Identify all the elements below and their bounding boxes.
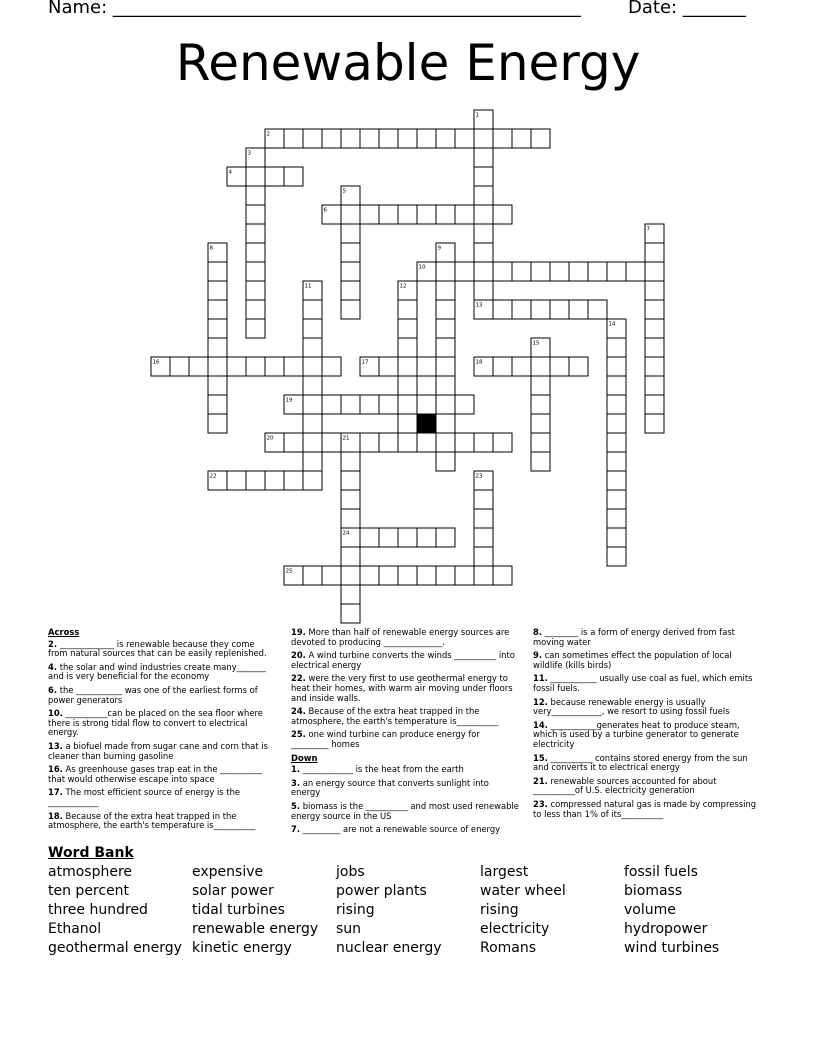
clue-across-19: 19. More than half of renewable energy sources are devoted to producing ______________. bbox=[291, 627, 510, 647]
word-bank-word: Ethanol bbox=[48, 921, 102, 937]
page-title: Renewable Energy bbox=[175, 34, 641, 92]
grid-cell[interactable] bbox=[455, 129, 474, 148]
grid-cell[interactable] bbox=[227, 357, 246, 376]
grid-cell[interactable] bbox=[379, 205, 398, 224]
grid-cell[interactable] bbox=[398, 433, 417, 452]
grid-cell[interactable] bbox=[607, 357, 626, 376]
grid-cell[interactable] bbox=[474, 167, 493, 186]
grid-cell[interactable] bbox=[474, 433, 493, 452]
grid-cell[interactable] bbox=[569, 300, 588, 319]
grid-cell[interactable] bbox=[208, 319, 227, 338]
grid-cell[interactable] bbox=[341, 547, 360, 566]
grid-cell[interactable] bbox=[607, 452, 626, 471]
grid-cell[interactable] bbox=[436, 566, 455, 585]
word-bank-word: Romans bbox=[480, 940, 537, 956]
grid-cell[interactable] bbox=[607, 528, 626, 547]
grid-cell[interactable] bbox=[303, 319, 322, 338]
clue-number: 18 bbox=[475, 359, 483, 366]
grid-cell[interactable] bbox=[588, 262, 607, 281]
clue-number: 24 bbox=[342, 530, 350, 537]
grid-cell[interactable] bbox=[512, 262, 531, 281]
grid-cell[interactable] bbox=[322, 395, 341, 414]
grid-cell[interactable] bbox=[493, 129, 512, 148]
grid-cell[interactable] bbox=[341, 205, 360, 224]
grid-cell[interactable] bbox=[246, 167, 265, 186]
clue-down-21: 21. renewable sources accounted for about __________of U.S. electricity generation bbox=[533, 775, 717, 796]
grid-cell[interactable] bbox=[531, 262, 550, 281]
word-bank-column-1 bbox=[48, 863, 182, 958]
word-bank-column-3 bbox=[336, 863, 442, 958]
grid-cell[interactable] bbox=[341, 300, 360, 319]
grid-cell[interactable] bbox=[645, 338, 664, 357]
black-square bbox=[417, 414, 436, 433]
clue-number: 10 bbox=[418, 264, 426, 271]
grid-cell[interactable] bbox=[341, 509, 360, 528]
clue-number: 19 bbox=[285, 397, 293, 404]
grid-cell[interactable] bbox=[208, 281, 227, 300]
grid-cell[interactable] bbox=[474, 148, 493, 167]
grid-cell[interactable] bbox=[607, 433, 626, 452]
clue-across-13: 13. a biofuel made from sugar cane and corn that is cleaner than burning gasoline bbox=[48, 740, 268, 761]
grid-cell[interactable] bbox=[588, 300, 607, 319]
grid-cell[interactable] bbox=[474, 490, 493, 509]
word-bank-word: rising bbox=[480, 902, 519, 918]
word-bank-word: fossil fuels bbox=[624, 864, 698, 880]
grid-cell[interactable] bbox=[512, 300, 531, 319]
grid-cell[interactable] bbox=[208, 376, 227, 395]
word-bank-word: jobs bbox=[336, 864, 365, 880]
grid-cell[interactable] bbox=[227, 471, 246, 490]
grid-cell[interactable] bbox=[474, 205, 493, 224]
grid-cell[interactable] bbox=[436, 452, 455, 471]
name-field[interactable]: Name: ____________________________________________________ bbox=[48, 0, 581, 18]
grid-cell[interactable] bbox=[455, 433, 474, 452]
clue-number: 22 bbox=[209, 473, 217, 480]
clue-across-18: 18. Because of the extra heat trapped in the atmosphere, the earth's temperature is__________ bbox=[48, 810, 256, 831]
grid-cell[interactable] bbox=[246, 205, 265, 224]
grid-cell[interactable] bbox=[303, 300, 322, 319]
grid-cell[interactable] bbox=[398, 338, 417, 357]
grid-cell[interactable] bbox=[303, 129, 322, 148]
grid-cell[interactable] bbox=[645, 281, 664, 300]
word-bank-word: solar power bbox=[192, 883, 274, 899]
grid-cell[interactable] bbox=[436, 262, 455, 281]
grid-cell[interactable] bbox=[208, 414, 227, 433]
grid-cell[interactable] bbox=[436, 319, 455, 338]
clue-number: 4 bbox=[228, 169, 232, 176]
word-bank-word: atmosphere bbox=[48, 864, 132, 880]
grid-cell[interactable] bbox=[398, 376, 417, 395]
clue-down-7: 7. _________ are not a renewable source of energy bbox=[291, 824, 501, 835]
grid-cell[interactable] bbox=[436, 395, 455, 414]
grid-cell[interactable] bbox=[493, 566, 512, 585]
grid-cell[interactable] bbox=[246, 262, 265, 281]
grid-cell[interactable] bbox=[474, 281, 493, 300]
grid-cell[interactable] bbox=[398, 205, 417, 224]
grid-cell[interactable] bbox=[398, 566, 417, 585]
grid-cell[interactable] bbox=[303, 452, 322, 471]
grid-cell[interactable] bbox=[379, 566, 398, 585]
grid-cell[interactable] bbox=[398, 319, 417, 338]
clue-number: 9 bbox=[437, 245, 441, 252]
grid-cell[interactable] bbox=[303, 471, 322, 490]
word-bank-column-4 bbox=[480, 863, 566, 958]
grid-cell[interactable] bbox=[341, 566, 360, 585]
clue-number: 14 bbox=[608, 321, 616, 328]
grid-cell[interactable] bbox=[474, 186, 493, 205]
clue-down-1: 1. ____________ is the heat from the earth bbox=[291, 764, 464, 775]
grid-cell[interactable] bbox=[379, 528, 398, 547]
clue-down-11: 11. ___________ usually use coal as fuel, which emits fossil fuels. bbox=[533, 673, 753, 693]
grid-cell[interactable] bbox=[474, 262, 493, 281]
grid-cell[interactable] bbox=[208, 262, 227, 281]
grid-cell[interactable] bbox=[341, 471, 360, 490]
grid-cell[interactable] bbox=[550, 262, 569, 281]
word-bank-word: biomass bbox=[624, 883, 683, 899]
grid-cell[interactable] bbox=[436, 338, 455, 357]
date-field[interactable]: Date: _______ bbox=[628, 0, 746, 18]
grid-cell[interactable] bbox=[360, 205, 379, 224]
grid-cell[interactable] bbox=[531, 357, 550, 376]
grid-cell[interactable] bbox=[645, 300, 664, 319]
grid-cell[interactable] bbox=[208, 357, 227, 376]
clue-number: 16 bbox=[152, 359, 160, 366]
word-bank-word: tidal turbines bbox=[192, 902, 285, 918]
grid-cell[interactable] bbox=[341, 243, 360, 262]
clue-across-10: 10. __________can be placed on the sea floor where there is strong tidal flow to convert to electrical energy. bbox=[48, 708, 263, 738]
grid-cell[interactable] bbox=[531, 300, 550, 319]
grid-cell[interactable] bbox=[550, 300, 569, 319]
grid-cell[interactable] bbox=[417, 433, 436, 452]
word-bank-word: power plants bbox=[336, 883, 427, 899]
grid-cell[interactable] bbox=[246, 281, 265, 300]
clue-number: 12 bbox=[399, 283, 407, 290]
clue-number: 11 bbox=[304, 283, 312, 290]
grid-cell[interactable] bbox=[569, 357, 588, 376]
grid-cell[interactable] bbox=[398, 395, 417, 414]
clue-across-16: 16. As greenhouse gases trap eat in the __________ that would otherwise escape into space bbox=[48, 764, 263, 784]
grid-cell[interactable] bbox=[474, 243, 493, 262]
grid-cell[interactable] bbox=[607, 414, 626, 433]
grid-cell[interactable] bbox=[474, 129, 493, 148]
grid-cell[interactable] bbox=[265, 167, 284, 186]
clue-number: 2 bbox=[266, 131, 270, 138]
clue-number: 5 bbox=[342, 188, 346, 195]
grid-cell[interactable] bbox=[531, 376, 550, 395]
grid-cell[interactable] bbox=[322, 129, 341, 148]
grid-cell[interactable] bbox=[455, 205, 474, 224]
grid-cell[interactable] bbox=[493, 262, 512, 281]
word-bank-word: largest bbox=[480, 864, 529, 880]
clue-number: 1 bbox=[475, 112, 479, 119]
grid-cell[interactable] bbox=[322, 357, 341, 376]
grid-cell[interactable] bbox=[246, 224, 265, 243]
grid-cell[interactable] bbox=[303, 433, 322, 452]
grid-cell[interactable] bbox=[398, 357, 417, 376]
grid-cell[interactable] bbox=[436, 300, 455, 319]
grid-cell[interactable] bbox=[645, 376, 664, 395]
grid-cell[interactable] bbox=[341, 452, 360, 471]
grid-cell[interactable] bbox=[208, 338, 227, 357]
word-bank-word: electricity bbox=[480, 921, 550, 937]
grid-cell[interactable] bbox=[607, 490, 626, 509]
grid-cell[interactable] bbox=[303, 414, 322, 433]
grid-cell[interactable] bbox=[246, 243, 265, 262]
grid-cell[interactable] bbox=[436, 357, 455, 376]
grid-cell[interactable] bbox=[607, 471, 626, 490]
clue-number: 20 bbox=[266, 435, 274, 442]
grid-cell[interactable] bbox=[474, 528, 493, 547]
word-bank-word: renewable energy bbox=[192, 921, 319, 937]
clue-down-12: 12. because renewable energy is usually very____________, we resort to using fossil fuels bbox=[533, 696, 730, 717]
clue-number: 6 bbox=[323, 207, 327, 214]
grid-cell[interactable] bbox=[246, 300, 265, 319]
grid-cell[interactable] bbox=[645, 243, 664, 262]
grid-cell[interactable] bbox=[170, 357, 189, 376]
grid-cell[interactable] bbox=[398, 300, 417, 319]
grid-cell[interactable] bbox=[512, 357, 531, 376]
grid-cell[interactable] bbox=[607, 376, 626, 395]
grid-cell[interactable] bbox=[189, 357, 208, 376]
grid-cell[interactable] bbox=[607, 509, 626, 528]
grid-cell[interactable] bbox=[607, 262, 626, 281]
grid-cell[interactable] bbox=[493, 357, 512, 376]
grid-cell[interactable] bbox=[569, 262, 588, 281]
clue-across-24: 24. Because of the extra heat trapped in the atmosphere, the earth's temperature is__________ bbox=[291, 706, 499, 726]
word-bank-column-5 bbox=[624, 863, 719, 958]
grid-cell[interactable] bbox=[341, 604, 360, 623]
word-bank-word: volume bbox=[624, 902, 676, 918]
grid-cell[interactable] bbox=[284, 167, 303, 186]
across-heading: Across bbox=[48, 627, 80, 637]
word-bank-word: nuclear energy bbox=[336, 940, 442, 956]
clues-column-1 bbox=[48, 628, 276, 835]
grid-cell[interactable] bbox=[607, 395, 626, 414]
grid-cell[interactable] bbox=[626, 262, 645, 281]
clue-number: 23 bbox=[475, 473, 483, 480]
word-bank-word: ten percent bbox=[48, 883, 130, 899]
grid-cell[interactable] bbox=[645, 357, 664, 376]
grid-cell[interactable] bbox=[550, 357, 569, 376]
grid-cell[interactable] bbox=[474, 224, 493, 243]
word-bank-title: Word Bank bbox=[48, 845, 134, 861]
grid-cell[interactable] bbox=[246, 186, 265, 205]
grid-cell[interactable] bbox=[645, 262, 664, 281]
grid-cell[interactable] bbox=[531, 452, 550, 471]
grid-cell[interactable] bbox=[379, 395, 398, 414]
grid-cell[interactable] bbox=[417, 357, 436, 376]
grid-cell[interactable] bbox=[607, 338, 626, 357]
grid-cell[interactable] bbox=[417, 205, 436, 224]
grid-cell[interactable] bbox=[379, 433, 398, 452]
grid-cell[interactable] bbox=[246, 319, 265, 338]
clue-number: 15 bbox=[532, 340, 540, 347]
clue-across-25: 25. one wind turbine can produce energy for _________ homes bbox=[291, 729, 480, 749]
grid-cell[interactable] bbox=[398, 414, 417, 433]
grid-cell[interactable] bbox=[265, 357, 284, 376]
grid-cell[interactable] bbox=[208, 300, 227, 319]
grid-cell[interactable] bbox=[341, 395, 360, 414]
clue-down-5: 5. biomass is the __________ and most used renewable energy source in the US bbox=[291, 800, 519, 821]
grid-cell[interactable] bbox=[398, 129, 417, 148]
grid-cell[interactable] bbox=[265, 471, 284, 490]
clue-down-15: 15. __________ contains stored energy from the sun and converts it to electrical energy bbox=[533, 752, 748, 773]
grid-cell[interactable] bbox=[341, 490, 360, 509]
grid-cell[interactable] bbox=[607, 547, 626, 566]
clue-down-3: 3. an energy source that converts sunlight into energy bbox=[291, 777, 489, 798]
grid-cell[interactable] bbox=[436, 433, 455, 452]
word-bank-word: hydropower bbox=[624, 921, 708, 937]
grid-cell[interactable] bbox=[341, 129, 360, 148]
grid-cell[interactable] bbox=[208, 395, 227, 414]
grid-cell[interactable] bbox=[284, 357, 303, 376]
grid-cell[interactable] bbox=[493, 300, 512, 319]
grid-cell[interactable] bbox=[531, 414, 550, 433]
clue-across-6: 6. the ___________ was one of the earliest forms of power generators bbox=[48, 684, 258, 705]
grid-cell[interactable] bbox=[360, 528, 379, 547]
grid-cell[interactable] bbox=[474, 547, 493, 566]
grid-cell[interactable] bbox=[436, 281, 455, 300]
down-heading: Down bbox=[291, 752, 318, 763]
clue-number: 17 bbox=[361, 359, 369, 366]
grid-cell[interactable] bbox=[531, 395, 550, 414]
grid-cell[interactable] bbox=[436, 414, 455, 433]
grid-cell[interactable] bbox=[455, 395, 474, 414]
grid-cell[interactable] bbox=[531, 129, 550, 148]
grid-cell[interactable] bbox=[493, 433, 512, 452]
grid-cell[interactable] bbox=[341, 585, 360, 604]
clue-across-4: 4. the solar and wind industries create many_______ and is very beneficial for the economy bbox=[48, 661, 266, 682]
grid-cell[interactable] bbox=[303, 395, 322, 414]
clue-down-8: 8. ________ is a form of energy derived from fast moving water bbox=[533, 627, 735, 647]
grid-cell[interactable] bbox=[360, 129, 379, 148]
grid-cell[interactable] bbox=[645, 414, 664, 433]
word-bank-word: water wheel bbox=[480, 883, 566, 899]
grid-cell[interactable] bbox=[379, 129, 398, 148]
grid-cell[interactable] bbox=[455, 262, 474, 281]
grid-cell[interactable] bbox=[246, 471, 265, 490]
clue-number: 8 bbox=[209, 245, 213, 252]
grid-cell[interactable] bbox=[303, 338, 322, 357]
grid-cell[interactable] bbox=[436, 129, 455, 148]
grid-cell[interactable] bbox=[493, 205, 512, 224]
grid-cell[interactable] bbox=[455, 566, 474, 585]
grid-cell[interactable] bbox=[246, 357, 265, 376]
clue-down-9: 9. can sometimes effect the population of local wildlife (kills birds) bbox=[533, 650, 732, 670]
grid-cell[interactable] bbox=[303, 357, 322, 376]
word-bank-word: rising bbox=[336, 902, 375, 918]
grid-cell[interactable] bbox=[417, 566, 436, 585]
grid-cell[interactable] bbox=[360, 433, 379, 452]
grid-cell[interactable] bbox=[322, 566, 341, 585]
word-bank-word: kinetic energy bbox=[192, 940, 292, 956]
word-bank-word: sun bbox=[336, 921, 362, 937]
grid-cell[interactable] bbox=[512, 129, 531, 148]
clues-column-2 bbox=[291, 628, 519, 839]
clues-column-3 bbox=[533, 628, 761, 823]
grid-cell[interactable] bbox=[284, 129, 303, 148]
grid-cell[interactable] bbox=[341, 224, 360, 243]
grid-cell[interactable] bbox=[436, 205, 455, 224]
grid-cell[interactable] bbox=[360, 566, 379, 585]
clue-number: 3 bbox=[247, 150, 251, 157]
grid-cell[interactable] bbox=[322, 433, 341, 452]
clue-down-14: 14. ___________generates heat to produce steam, which is used by a turbine generator to generate electricity bbox=[533, 719, 740, 749]
clue-across-2: 2. _____________ is renewable because they come from natural sources that can be easily replenished. bbox=[48, 638, 267, 659]
grid-cell[interactable] bbox=[284, 471, 303, 490]
grid-cell[interactable] bbox=[398, 528, 417, 547]
grid-cell[interactable] bbox=[645, 319, 664, 338]
grid-cell[interactable] bbox=[474, 509, 493, 528]
grid-cell[interactable] bbox=[284, 433, 303, 452]
clue-number: 13 bbox=[475, 302, 483, 309]
grid-cell[interactable] bbox=[417, 395, 436, 414]
grid-cell[interactable] bbox=[341, 262, 360, 281]
grid-cell[interactable] bbox=[303, 376, 322, 395]
grid-cell[interactable] bbox=[645, 395, 664, 414]
word-bank-word: wind turbines bbox=[624, 940, 720, 956]
grid-cell[interactable] bbox=[303, 566, 322, 585]
clue-number: 25 bbox=[285, 568, 293, 575]
grid-cell[interactable] bbox=[379, 357, 398, 376]
word-bank-column-2 bbox=[192, 863, 318, 958]
grid-cell[interactable] bbox=[474, 566, 493, 585]
grid-cell[interactable] bbox=[531, 433, 550, 452]
grid-cell[interactable] bbox=[417, 528, 436, 547]
clue-down-23: 23. compressed natural gas is made by compressing to less than 1% of its__________ bbox=[533, 798, 757, 819]
clue-across-20: 20. A wind turbine converts the winds __________ into electrical energy bbox=[291, 650, 515, 670]
word-bank-word: expensive bbox=[192, 864, 264, 880]
clue-number: 21 bbox=[342, 435, 350, 442]
grid-cell[interactable] bbox=[436, 376, 455, 395]
word-bank-word: geothermal energy bbox=[48, 940, 182, 956]
grid-cell[interactable] bbox=[341, 281, 360, 300]
clue-across-22: 22. were the very first to use geothermal energy to heat their homes, with warm air moving under floors and inside walls. bbox=[291, 673, 513, 703]
word-bank-word: three hundred bbox=[48, 902, 148, 918]
grid-cell[interactable] bbox=[436, 528, 455, 547]
clue-across-17: 17. The most efficient source of energy is the ____________ bbox=[48, 787, 241, 807]
grid-cell[interactable] bbox=[360, 395, 379, 414]
grid-cell[interactable] bbox=[417, 129, 436, 148]
clue-number: 7 bbox=[646, 226, 650, 233]
